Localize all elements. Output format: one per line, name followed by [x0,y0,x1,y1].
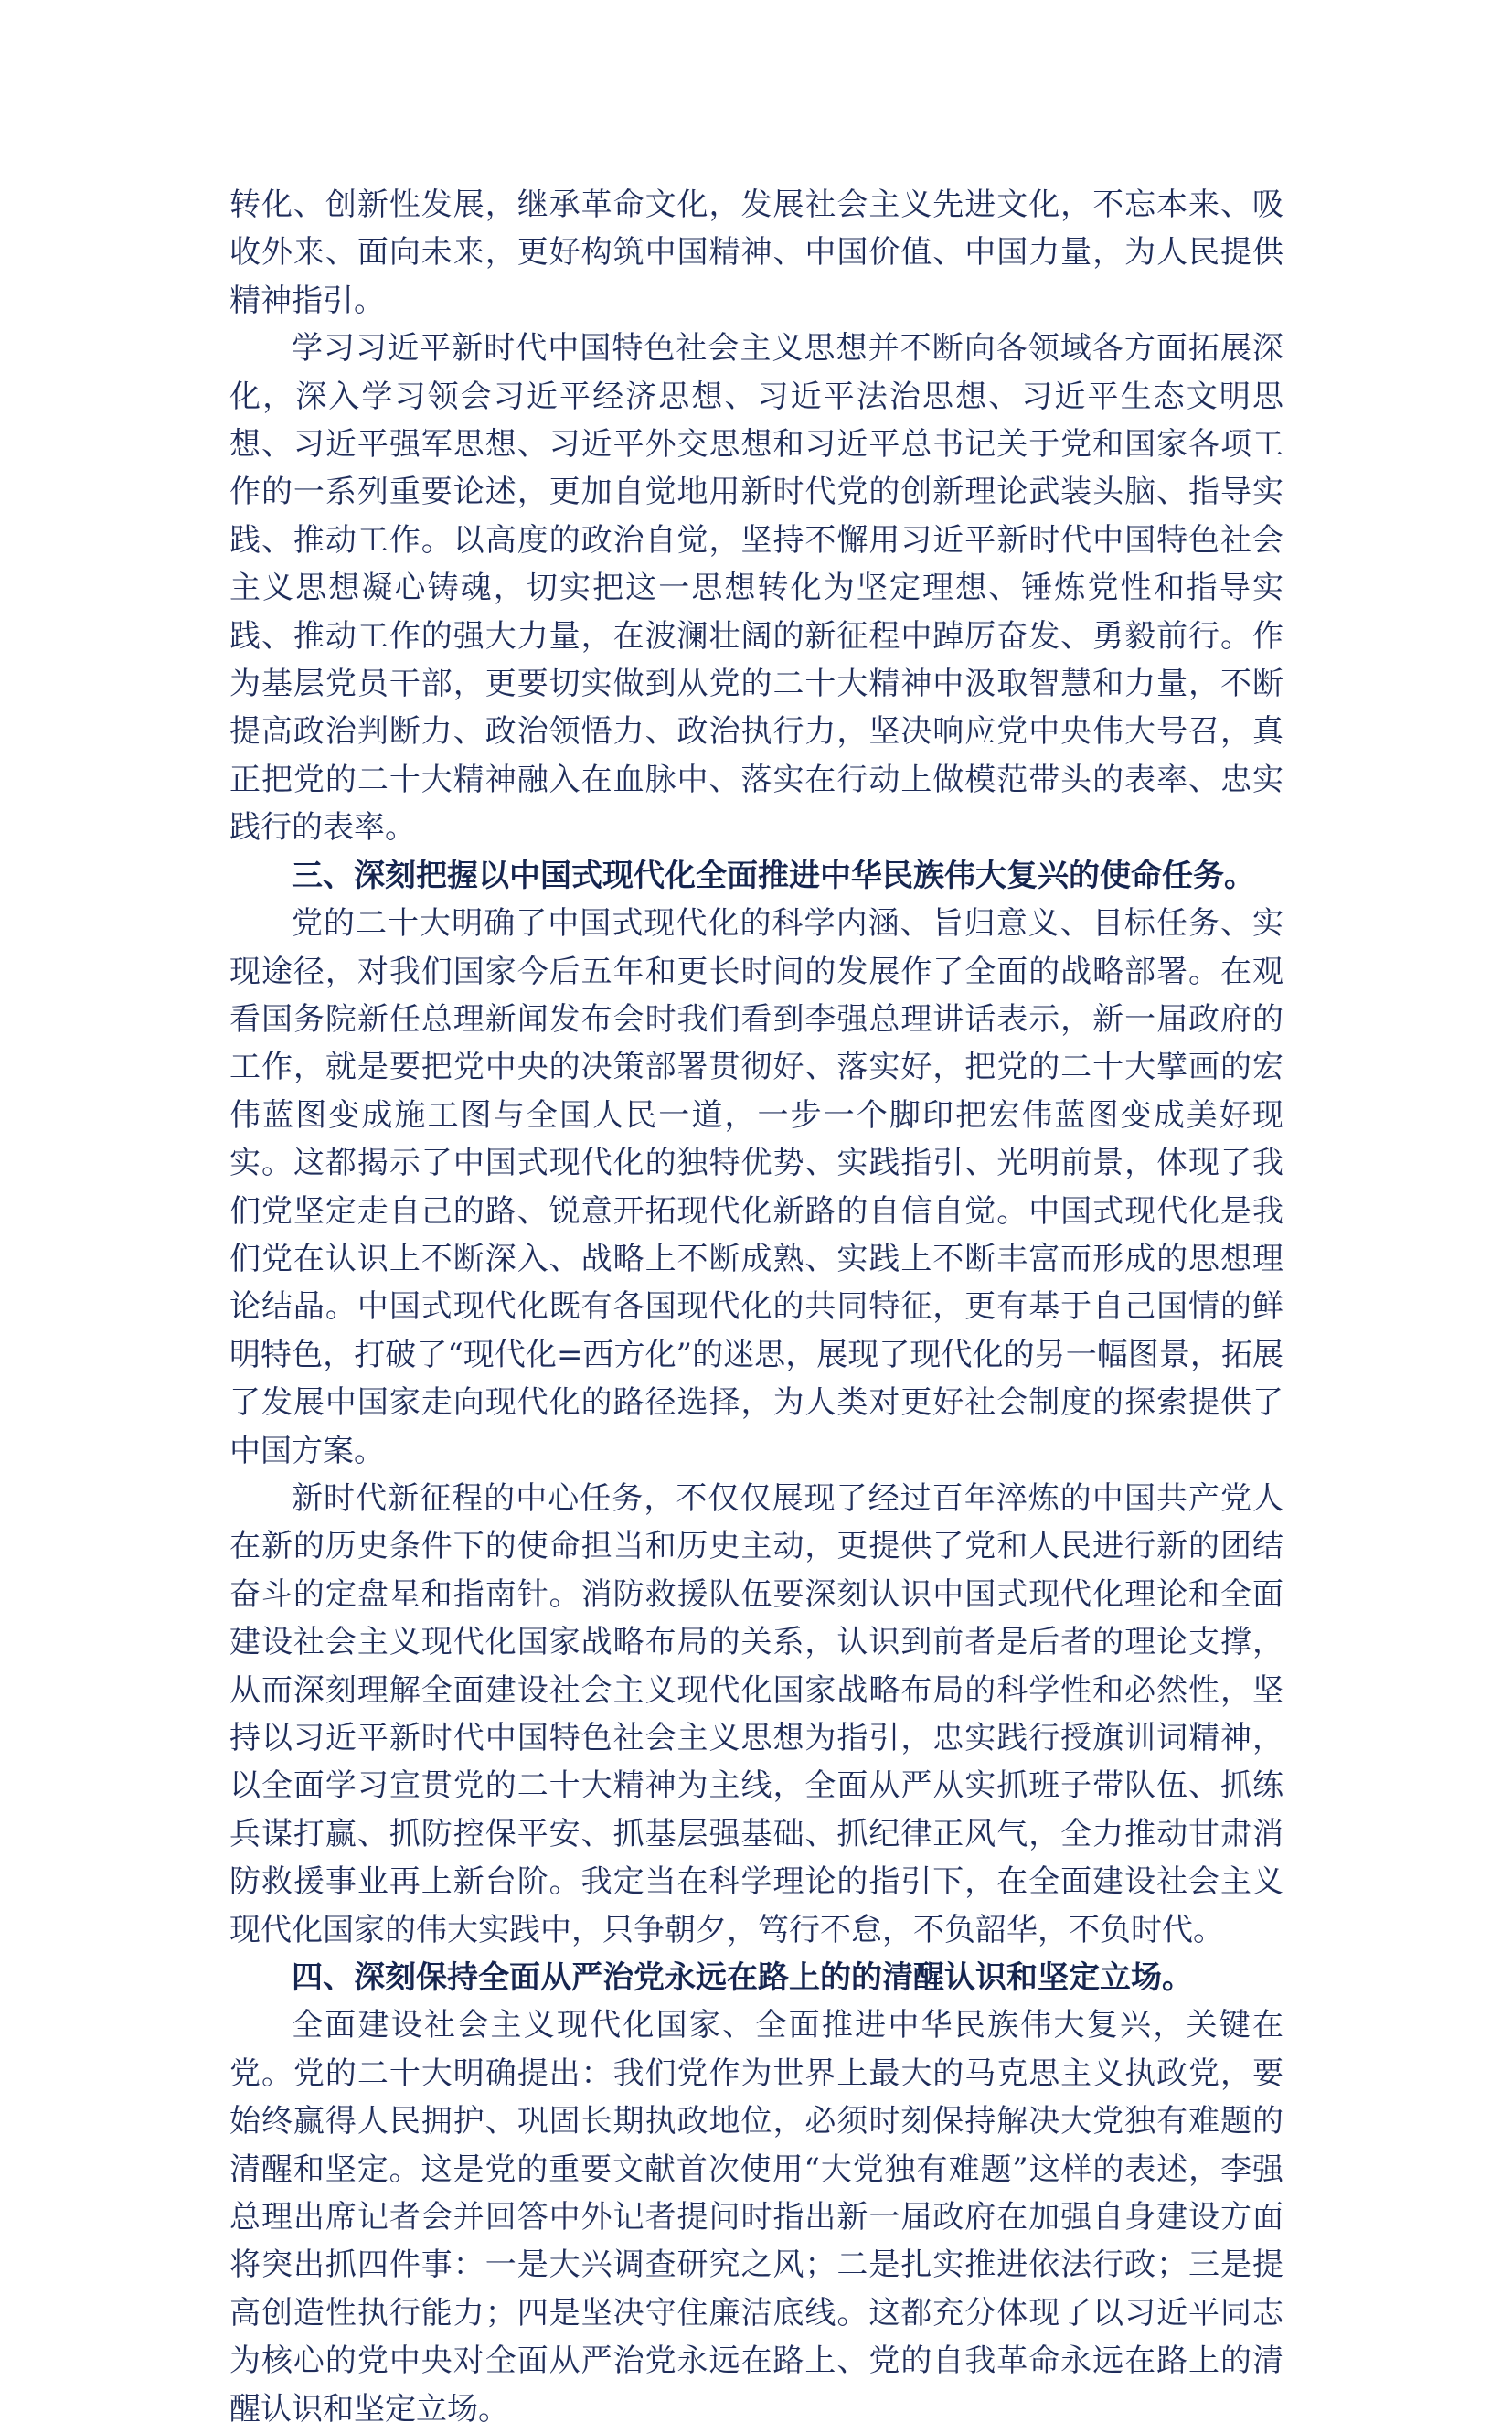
document-body [229,181,1283,2433]
paragraph: 全面建设社会主义现代化国家、全面推进中华民族伟大复兴，关键在党。党的二十大明确提出：我们党作为世界上最大的马克思主义执政党，要始终赢得人民拥护、巩固长期执政地位，必须时刻保持解决大党独有难题的清醒和坚定。这是党的重要文献首次使用“大党独有难题”这样的表述，李强总理出席记者会并回答中外记者提问时指出新一届政府在加强自身建设方面将突出抓四件事：一是大兴调查研究之风；二是扎实推进依法行政；三是提高创造性执行能力；四是坚决守住廉洁底线。这都充分体现了以习近平同志为核心的党中央对全面从严治党永远在路上、党的自我革命永远在路上的清醒认识和坚定立场。 [229,2007,1283,2428]
paragraph: 转化、创新性发展，继承革命文化，发展社会主义先进文化，不忘本来、吸收外来、面向未来，更好构筑中国精神、中国价值、中国力量，为人民提供精神指引。 [229,187,1283,319]
section-heading: 三、深刻把握以中国式现代化全面推进中华民族伟大复兴的使命任务。 [292,857,1255,894]
paragraph: 党的二十大明确了中国式现代化的科学内涵、旨归意义、目标任务、实现途径，对我们国家今后五年和更长时间的发展作了全面的战略部署。在观看国务院新任总理新闻发布会时我们看到李强总理讲话表示，新一届政府的工作，就是要把党中央的决策部署贯彻好、落实好，把党的二十大擘画的宏伟蓝图变成施工图与全国人民一道，一步一个脚印把宏伟蓝图变成美好现实。这都揭示了中国式现代化的独特优势、实践指引、光明前景，体现了我们党坚定走自己的路、锐意开拓现代化新路的自信自觉。中国式现代化是我们党在认识上不断深入、战略上不断成熟、实践上不断丰富而形成的思想理论结晶。中国式现代化既有各国现代化的共同特征，更有基于自己国情的鲜明特色，打破了“现代化=西方化”的迷思，展现了现代化的另一幅图景，拓展了发展中国家走向现代化的路径选择，为人类对更好社会制度的探索提供了中国方案。 [229,905,1283,1469]
section-heading: 四、深刻保持全面从严治党永远在路上的的清醒认识和坚定立场。 [292,1959,1193,1997]
paragraph: 学习习近平新时代中国特色社会主义思想并不断向各领域各方面拓展深化，深入学习领会习近平经济思想、习近平法治思想、习近平生态文明思想、习近平强军思想、习近平外交思想和习近平总书记关于党和国家各项工作的一系列重要论述，更加自觉地用新时代党的创新理论武装头脑、指导实践、推动工作。以高度的政治自觉，坚持不懈用习近平新时代中国特色社会主义思想凝心铸魂，切实把这一思想转化为坚定理想、锤炼党性和指导实践、推动工作的强大力量，在波澜壮阔的新征程中踔厉奋发、勇毅前行。作为基层党员干部，更要切实做到从党的二十大精神中汲取智慧和力量，不断提高政治判断力、政治领悟力、政治执行力，坚决响应党中央伟大号召，真正把党的二十大精神融入在血脉中、落实在行动上做模范带头的表率、忠实践行的表率。 [229,330,1283,847]
paragraph: 新时代新征程的中心任务，不仅仅展现了经过百年淬炼的中国共产党人在新的历史条件下的使命担当和历史主动，更提供了党和人民进行新的团结奋斗的定盘星和指南针。消防救援队伍要深刻认识中国式现代化理论和全面建设社会主义现代化国家战略布局的关系，认识到前者是后者的理论支撑，从而深刻理解全面建设社会主义现代化国家战略布局的科学性和必然性，坚持以习近平新时代中国特色社会主义思想为指引，忠实践行授旗训词精神，以全面学习宣贯党的二十大精神为主线，全面从严从实抓班子带队伍、抓练兵谋打赢、抓防控保平安、抓基层强基础、抓纪律正风气，全力推动甘肃消防救援事业再上新台阶。我定当在科学理论的指引下，在全面建设社会主义现代化国家的伟大实践中，只争朝夕，笃行不怠，不负韶华，不负时代。 [229,1479,1283,1948]
